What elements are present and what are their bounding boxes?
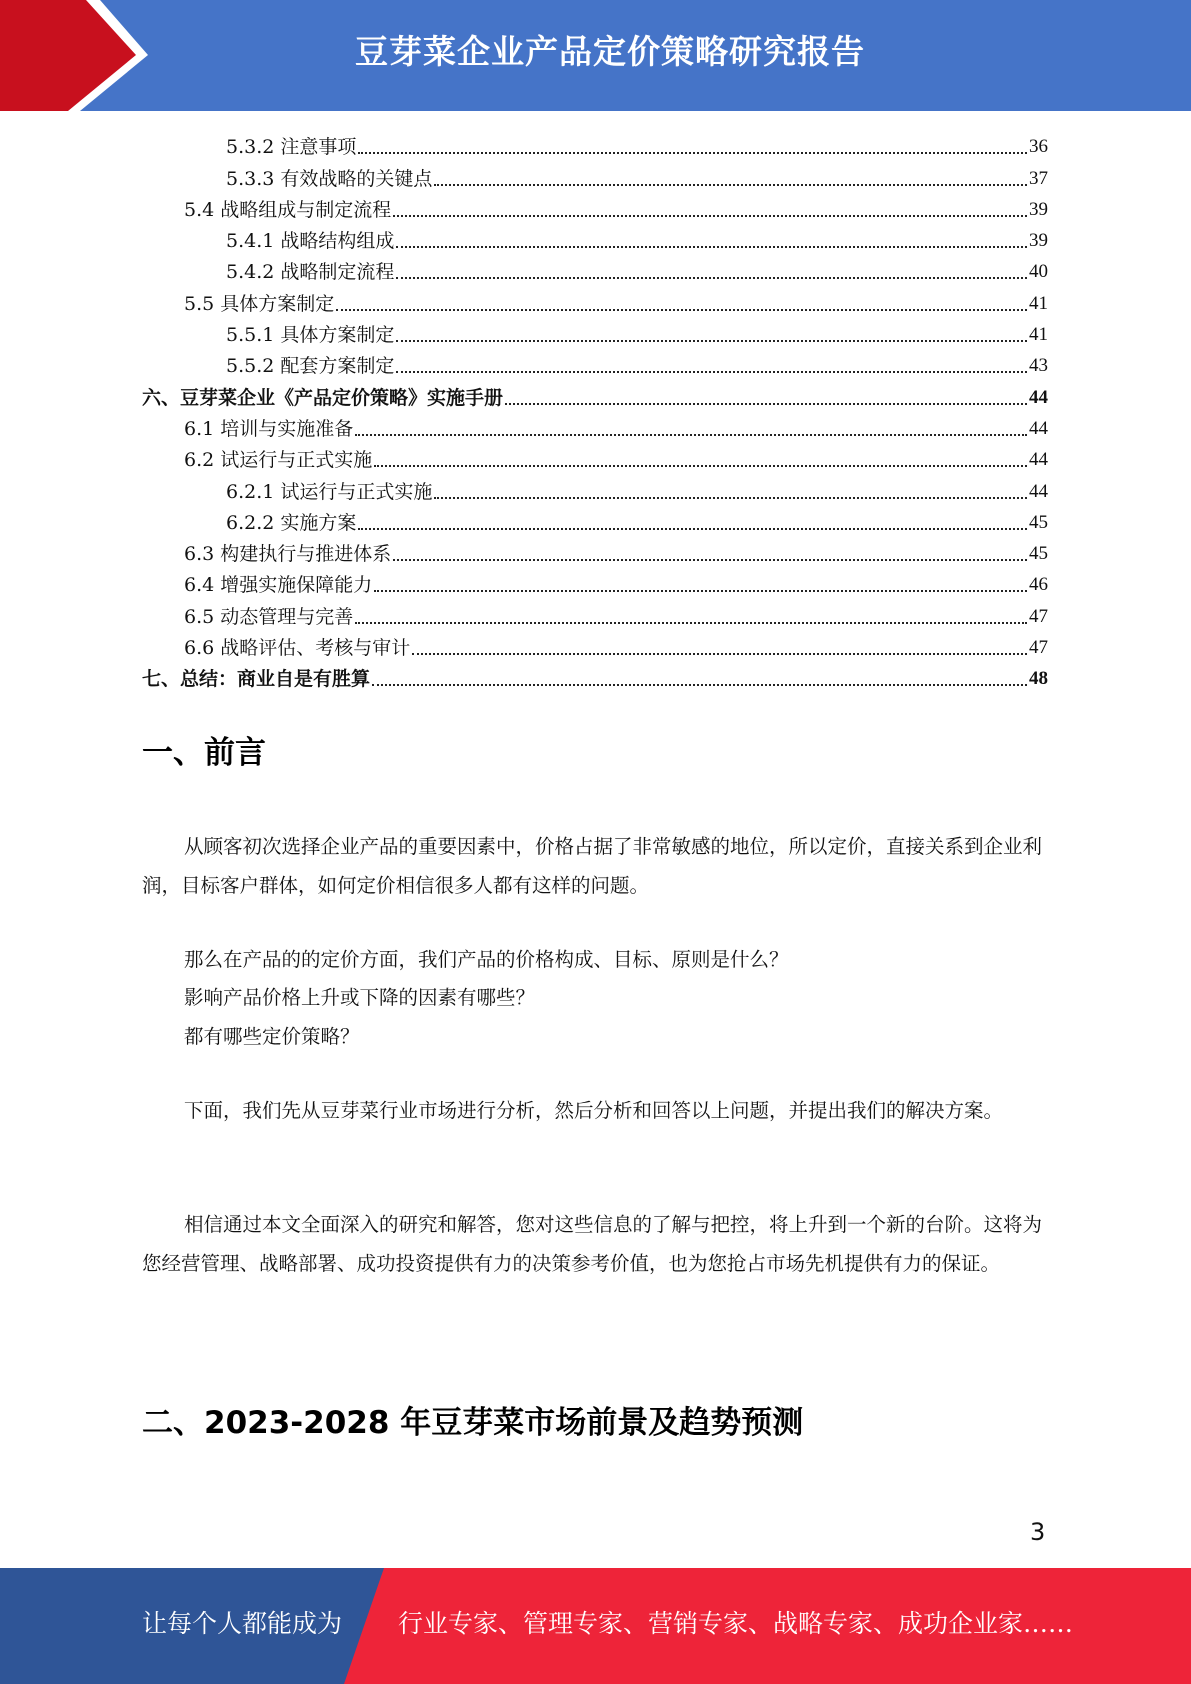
- toc-entry-title: 5.5 具体方案制定: [184, 292, 335, 315]
- toc-entry[interactable]: [142, 316, 1048, 347]
- toc-dot-leader: [396, 277, 1027, 279]
- toc-entry-page: 41: [1029, 292, 1048, 314]
- toc-entry-title: 5.5.1 具体方案制定: [226, 324, 395, 347]
- toc-entry[interactable]: [142, 159, 1048, 190]
- toc-dot-leader: [393, 215, 1027, 217]
- toc-dot-leader: [412, 653, 1027, 655]
- toc-dot-leader: [434, 497, 1027, 499]
- toc-entry[interactable]: [142, 629, 1048, 660]
- table-of-contents: [142, 128, 1048, 691]
- toc-dot-leader: [336, 309, 1027, 311]
- section-heading-preface: 一、前言: [142, 735, 266, 771]
- toc-entry[interactable]: [142, 597, 1048, 628]
- toc-dot-leader: [434, 184, 1027, 186]
- toc-entry-page: 44: [1029, 417, 1048, 439]
- toc-entry[interactable]: [142, 535, 1048, 566]
- toc-entry-title: 6.2 试运行与正式实施: [184, 449, 373, 472]
- toc-dot-leader: [393, 559, 1027, 561]
- toc-entry[interactable]: [142, 128, 1048, 159]
- toc-dot-leader: [396, 246, 1027, 248]
- toc-entry-page: 36: [1029, 136, 1048, 158]
- preface-paragraph-2: 下面，我们先从豆芽菜行业市场进行分析，然后分析和回答以上问题，并提出我们的解决方案。: [184, 1099, 1004, 1122]
- toc-entry[interactable]: [142, 191, 1048, 222]
- toc-dot-leader: [505, 403, 1027, 405]
- toc-dot-leader: [374, 590, 1027, 592]
- toc-entry-title: 七、总结：商业自是有胜算: [142, 668, 371, 691]
- toc-entry[interactable]: [142, 284, 1048, 315]
- page-header: [0, 0, 1191, 111]
- toc-entry[interactable]: [142, 660, 1048, 691]
- toc-entry-page: 44: [1029, 449, 1048, 471]
- toc-entry-title: 6.3 构建执行与推进体系: [184, 543, 392, 566]
- toc-dot-leader: [358, 528, 1027, 530]
- preface-question-2: 影响产品价格上升或下降的因素有哪些？: [184, 986, 536, 1009]
- toc-entry[interactable]: [142, 566, 1048, 597]
- toc-entry[interactable]: [142, 378, 1048, 409]
- toc-entry-page: 39: [1029, 198, 1048, 220]
- page-number: 3: [1030, 1518, 1046, 1546]
- footer-slogan-left: 让每个人都能成为: [142, 1609, 343, 1638]
- toc-dot-leader: [372, 684, 1027, 686]
- toc-entry-page: 41: [1029, 324, 1048, 346]
- toc-dot-leader: [355, 622, 1027, 624]
- toc-entry-page: 48: [1029, 668, 1048, 690]
- toc-entry-page: 45: [1029, 543, 1048, 565]
- header-title: 豆芽菜企业产品定价策略研究报告: [355, 32, 865, 71]
- toc-entry[interactable]: [142, 253, 1048, 284]
- toc-entry-page: 47: [1029, 605, 1048, 627]
- toc-entry-title: 6.4 增强实施保障能力: [184, 574, 373, 597]
- footer-slogan-right: 行业专家、管理专家、营销专家、战略专家、成功企业家……: [398, 1609, 1074, 1638]
- toc-entry-title: 6.2.2 实施方案: [226, 511, 357, 534]
- preface-question-3: 都有哪些定价策略？: [184, 1025, 360, 1048]
- toc-entry-title: 5.4.1 战略结构组成: [226, 230, 395, 253]
- toc-entry-page: 45: [1029, 511, 1048, 533]
- toc-entry-page: 44: [1029, 386, 1048, 408]
- toc-dot-leader: [355, 434, 1027, 436]
- toc-entry-page: 37: [1029, 167, 1048, 189]
- toc-entry-title: 5.4 战略组成与制定流程: [184, 198, 392, 221]
- toc-entry-page: 44: [1029, 480, 1048, 502]
- toc-entry-title: 6.5 动态管理与完善: [184, 605, 354, 628]
- toc-entry-title: 5.4.2 战略制定流程: [226, 261, 395, 284]
- toc-entry[interactable]: [142, 472, 1048, 503]
- preface-question-1: 那么在产品的的定价方面，我们产品的价格构成、目标、原则是什么？: [184, 948, 789, 971]
- toc-entry-page: 39: [1029, 230, 1048, 252]
- toc-dot-leader: [374, 465, 1027, 467]
- preface-paragraph-1: 从顾客初次选择企业产品的重要因素中，价格占据了非常敏感的地位，所以定价，直接关系到企业利润，目标客户群体，如何定价相信很多人都有这样的问题。: [142, 835, 1043, 897]
- toc-entry-title: 6.6 战略评估、考核与审计: [184, 637, 411, 660]
- toc-entry-title: 5.5.2 配套方案制定: [226, 355, 395, 378]
- toc-entry[interactable]: [142, 410, 1048, 441]
- toc-entry-title: 六、豆芽菜企业《产品定价策略》实施手册: [142, 386, 504, 409]
- toc-entry-title: 5.3.3 有效战略的关键点: [226, 167, 433, 190]
- toc-entry-page: 40: [1029, 261, 1048, 283]
- toc-entry[interactable]: [142, 347, 1048, 378]
- toc-entry-title: 6.1 培训与实施准备: [184, 417, 354, 440]
- page-footer: [0, 1568, 1191, 1684]
- toc-dot-leader: [396, 340, 1027, 342]
- preface-paragraph-3: 相信通过本文全面深入的研究和解答，您对这些信息的了解与把控，将上升到一个新的台阶。这将为您经营管理、战略部署、成功投资提供有力的决策参考价值，也为您抢占市场先机提供有力的保证。: [142, 1213, 1043, 1275]
- toc-entry[interactable]: [142, 504, 1048, 535]
- toc-entry-page: 46: [1029, 574, 1048, 596]
- toc-entry-page: 43: [1029, 355, 1048, 377]
- toc-entry-page: 47: [1029, 637, 1048, 659]
- toc-entry[interactable]: [142, 441, 1048, 472]
- section-heading-forecast: 二、2023-2028 年豆芽菜市场前景及趋势预测: [142, 1405, 804, 1441]
- toc-dot-leader: [358, 152, 1027, 154]
- toc-entry-title: 5.3.2 注意事项: [226, 136, 357, 159]
- toc-entry-title: 6.2.1 试运行与正式实施: [226, 480, 433, 503]
- toc-entry[interactable]: [142, 222, 1048, 253]
- toc-dot-leader: [396, 371, 1027, 373]
